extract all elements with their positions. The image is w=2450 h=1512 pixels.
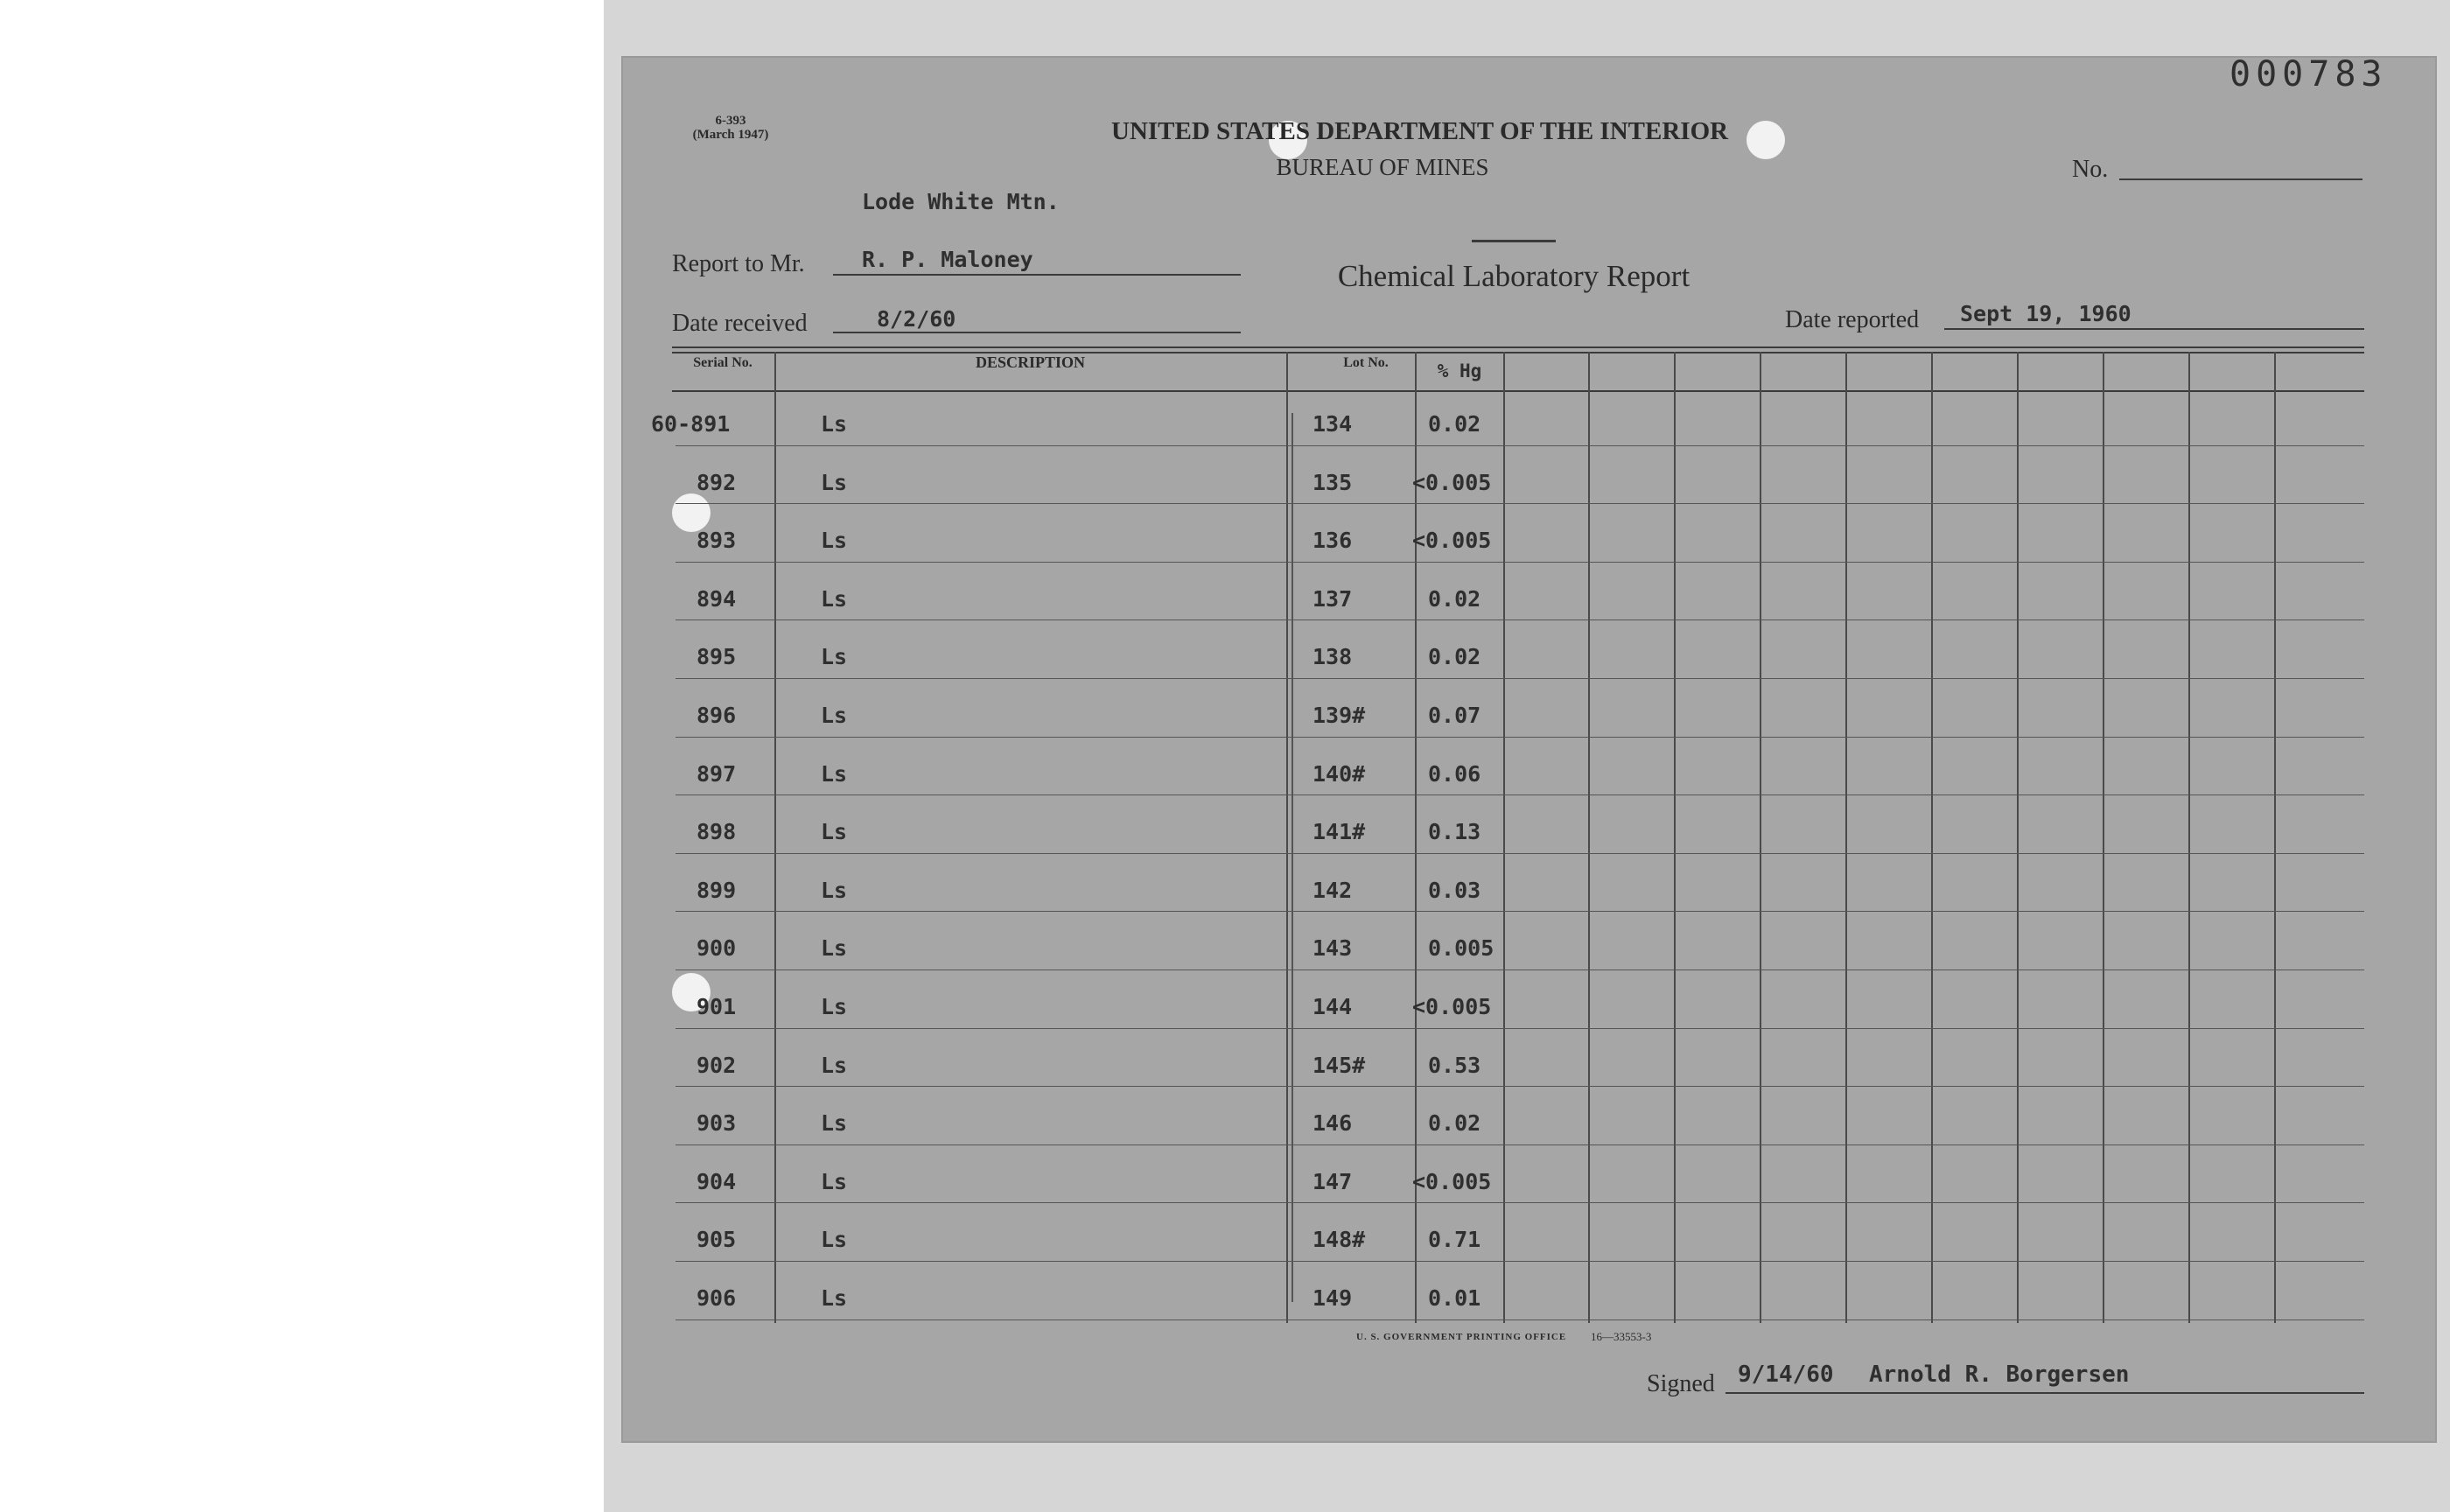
description-cell: Ls [821,935,848,961]
signed-name: Arnold R. Borgersen [1869,1362,2130,1388]
row-rule [676,562,2364,563]
description-cell: Ls [821,878,848,903]
description-cell: Ls [821,644,848,669]
row-rule [676,1144,2364,1145]
hg-cell: 0.005 [1428,935,1494,961]
row-rule [676,794,2364,795]
description-cell: Ls [821,761,848,787]
date-reported-value: Sept 19, 1960 [1960,301,2132,326]
lot-cell: 134 [1312,411,1353,437]
table-top-rule [672,352,2364,354]
signed-date: 9/14/60 [1738,1362,1834,1388]
column-divider [1503,352,1505,1323]
column-divider [774,352,776,1323]
serial-cell: 895 [696,644,737,669]
hg-cell: 0.02 [1428,411,1481,437]
hg-cell: <0.005 [1412,994,1492,1019]
hg-cell: 0.71 [1428,1227,1481,1252]
report-to-value: R. P. Maloney [862,247,1033,272]
date-received-line [833,332,1241,333]
description-cell: Ls [821,586,848,612]
date-reported-line [1944,328,2364,330]
serial-cell: 900 [696,935,737,961]
description-cell: Ls [821,994,848,1019]
lot-cell: 135 [1312,470,1353,495]
lot-cell: 148# [1312,1227,1366,1252]
serial-cell: 903 [696,1110,737,1136]
serial-header: Serial No. [693,355,752,370]
no-field-line [2119,178,2362,180]
serial-cell: 899 [696,878,737,903]
serial-cell: 901 [696,994,737,1019]
lot-cell: 137 [1312,586,1353,612]
lot-bracket-line [1292,413,1293,1302]
row-rule [676,1028,2364,1029]
column-divider [1588,352,1590,1323]
row-rule [676,911,2364,912]
hg-cell: 0.53 [1428,1053,1481,1078]
report-sheet [621,56,2437,1443]
punch-hole [1746,121,1785,159]
punch-hole [672,494,710,532]
description-cell: Ls [821,1227,848,1252]
location-text: Lode White Mtn. [862,189,1060,214]
lot-cell: 147 [1312,1169,1353,1194]
serial-cell: 906 [696,1285,737,1311]
hg-cell: <0.005 [1412,528,1492,553]
date-received-label: Date received [672,310,808,337]
table-top-rule [672,346,2364,348]
description-cell: Ls [821,470,848,495]
signature-line [1726,1392,2364,1394]
lot-cell: 138 [1312,644,1353,669]
hg-header: % Hg [1437,360,1482,382]
column-divider [1286,352,1288,1323]
department-heading: UNITED STATES DEPARTMENT OF THE INTERIOR [1111,117,1729,145]
lot-cell: 136 [1312,528,1353,553]
lot-cell: 142 [1312,878,1353,903]
column-divider [1931,352,1933,1323]
column-divider [2274,352,2276,1323]
description-header: DESCRIPTION [975,354,1086,371]
printing-office: U. S. GOVERNMENT PRINTING OFFICE [1356,1332,1567,1342]
report-to-line [833,274,1241,276]
lot-cell: 143 [1312,935,1353,961]
serial-cell: 904 [696,1169,737,1194]
serial-cell: 897 [696,761,737,787]
report-title: Chemical Laboratory Report [1337,259,1690,293]
form-number: 6-393 (March 1947) [692,114,769,142]
printing-code: 16—33553-3 [1591,1330,1652,1343]
date-received-value: 8/2/60 [877,306,956,332]
report-to-label: Report to Mr. [672,250,805,277]
hg-cell: 0.07 [1428,703,1481,728]
description-cell: Ls [821,703,848,728]
hg-cell: <0.005 [1412,470,1492,495]
serial-cell: 60-891 [651,411,731,437]
hg-cell: <0.005 [1412,1169,1492,1194]
serial-cell: 905 [696,1227,737,1252]
serial-cell: 896 [696,703,737,728]
description-cell: Ls [821,1053,848,1078]
description-cell: Ls [821,528,848,553]
row-rule [676,853,2364,854]
row-rule [676,445,2364,446]
column-divider [1760,352,1761,1323]
description-cell: Ls [821,1169,848,1194]
serial-cell: 892 [696,470,737,495]
column-divider [2103,352,2104,1323]
hg-cell: 0.03 [1428,878,1481,903]
row-rule [676,1086,2364,1087]
header-rule [672,390,2364,392]
serial-cell: 893 [696,528,737,553]
column-divider [1674,352,1676,1323]
serial-cell: 894 [696,586,737,612]
description-cell: Ls [821,1110,848,1136]
lot-cell: 144 [1312,994,1353,1019]
column-divider [1845,352,1847,1323]
lot-cell: 145# [1312,1053,1366,1078]
lot-cell: 140# [1312,761,1366,787]
date-reported-label: Date reported [1785,306,1920,333]
signed-label: Signed [1647,1370,1715,1397]
lot-cell: 139# [1312,703,1366,728]
serial-cell: 898 [696,819,737,844]
hg-cell: 0.02 [1428,644,1481,669]
row-rule [676,737,2364,738]
hg-cell: 0.13 [1428,819,1481,844]
heading-rule [1472,240,1556,242]
blank-margin [0,0,604,1512]
column-divider [2188,352,2190,1323]
hg-cell: 0.06 [1428,761,1481,787]
document-number: 000783 [2230,54,2388,94]
lot-cell: 146 [1312,1110,1353,1136]
hg-cell: 0.02 [1428,586,1481,612]
lot-cell: 149 [1312,1285,1353,1311]
hg-cell: 0.01 [1428,1285,1481,1311]
row-rule [676,1202,2364,1203]
row-rule [676,1261,2364,1262]
serial-cell: 902 [696,1053,737,1078]
lot-header: Lot No. [1343,355,1389,370]
description-cell: Ls [821,411,848,437]
row-rule [676,503,2364,504]
bureau-heading: BUREAU OF MINES [1276,154,1489,180]
no-label: No. [2072,156,2109,183]
lot-cell: 141# [1312,819,1366,844]
description-cell: Ls [821,1285,848,1311]
column-divider [2017,352,2019,1323]
description-cell: Ls [821,819,848,844]
row-rule [676,678,2364,679]
hg-cell: 0.02 [1428,1110,1481,1136]
